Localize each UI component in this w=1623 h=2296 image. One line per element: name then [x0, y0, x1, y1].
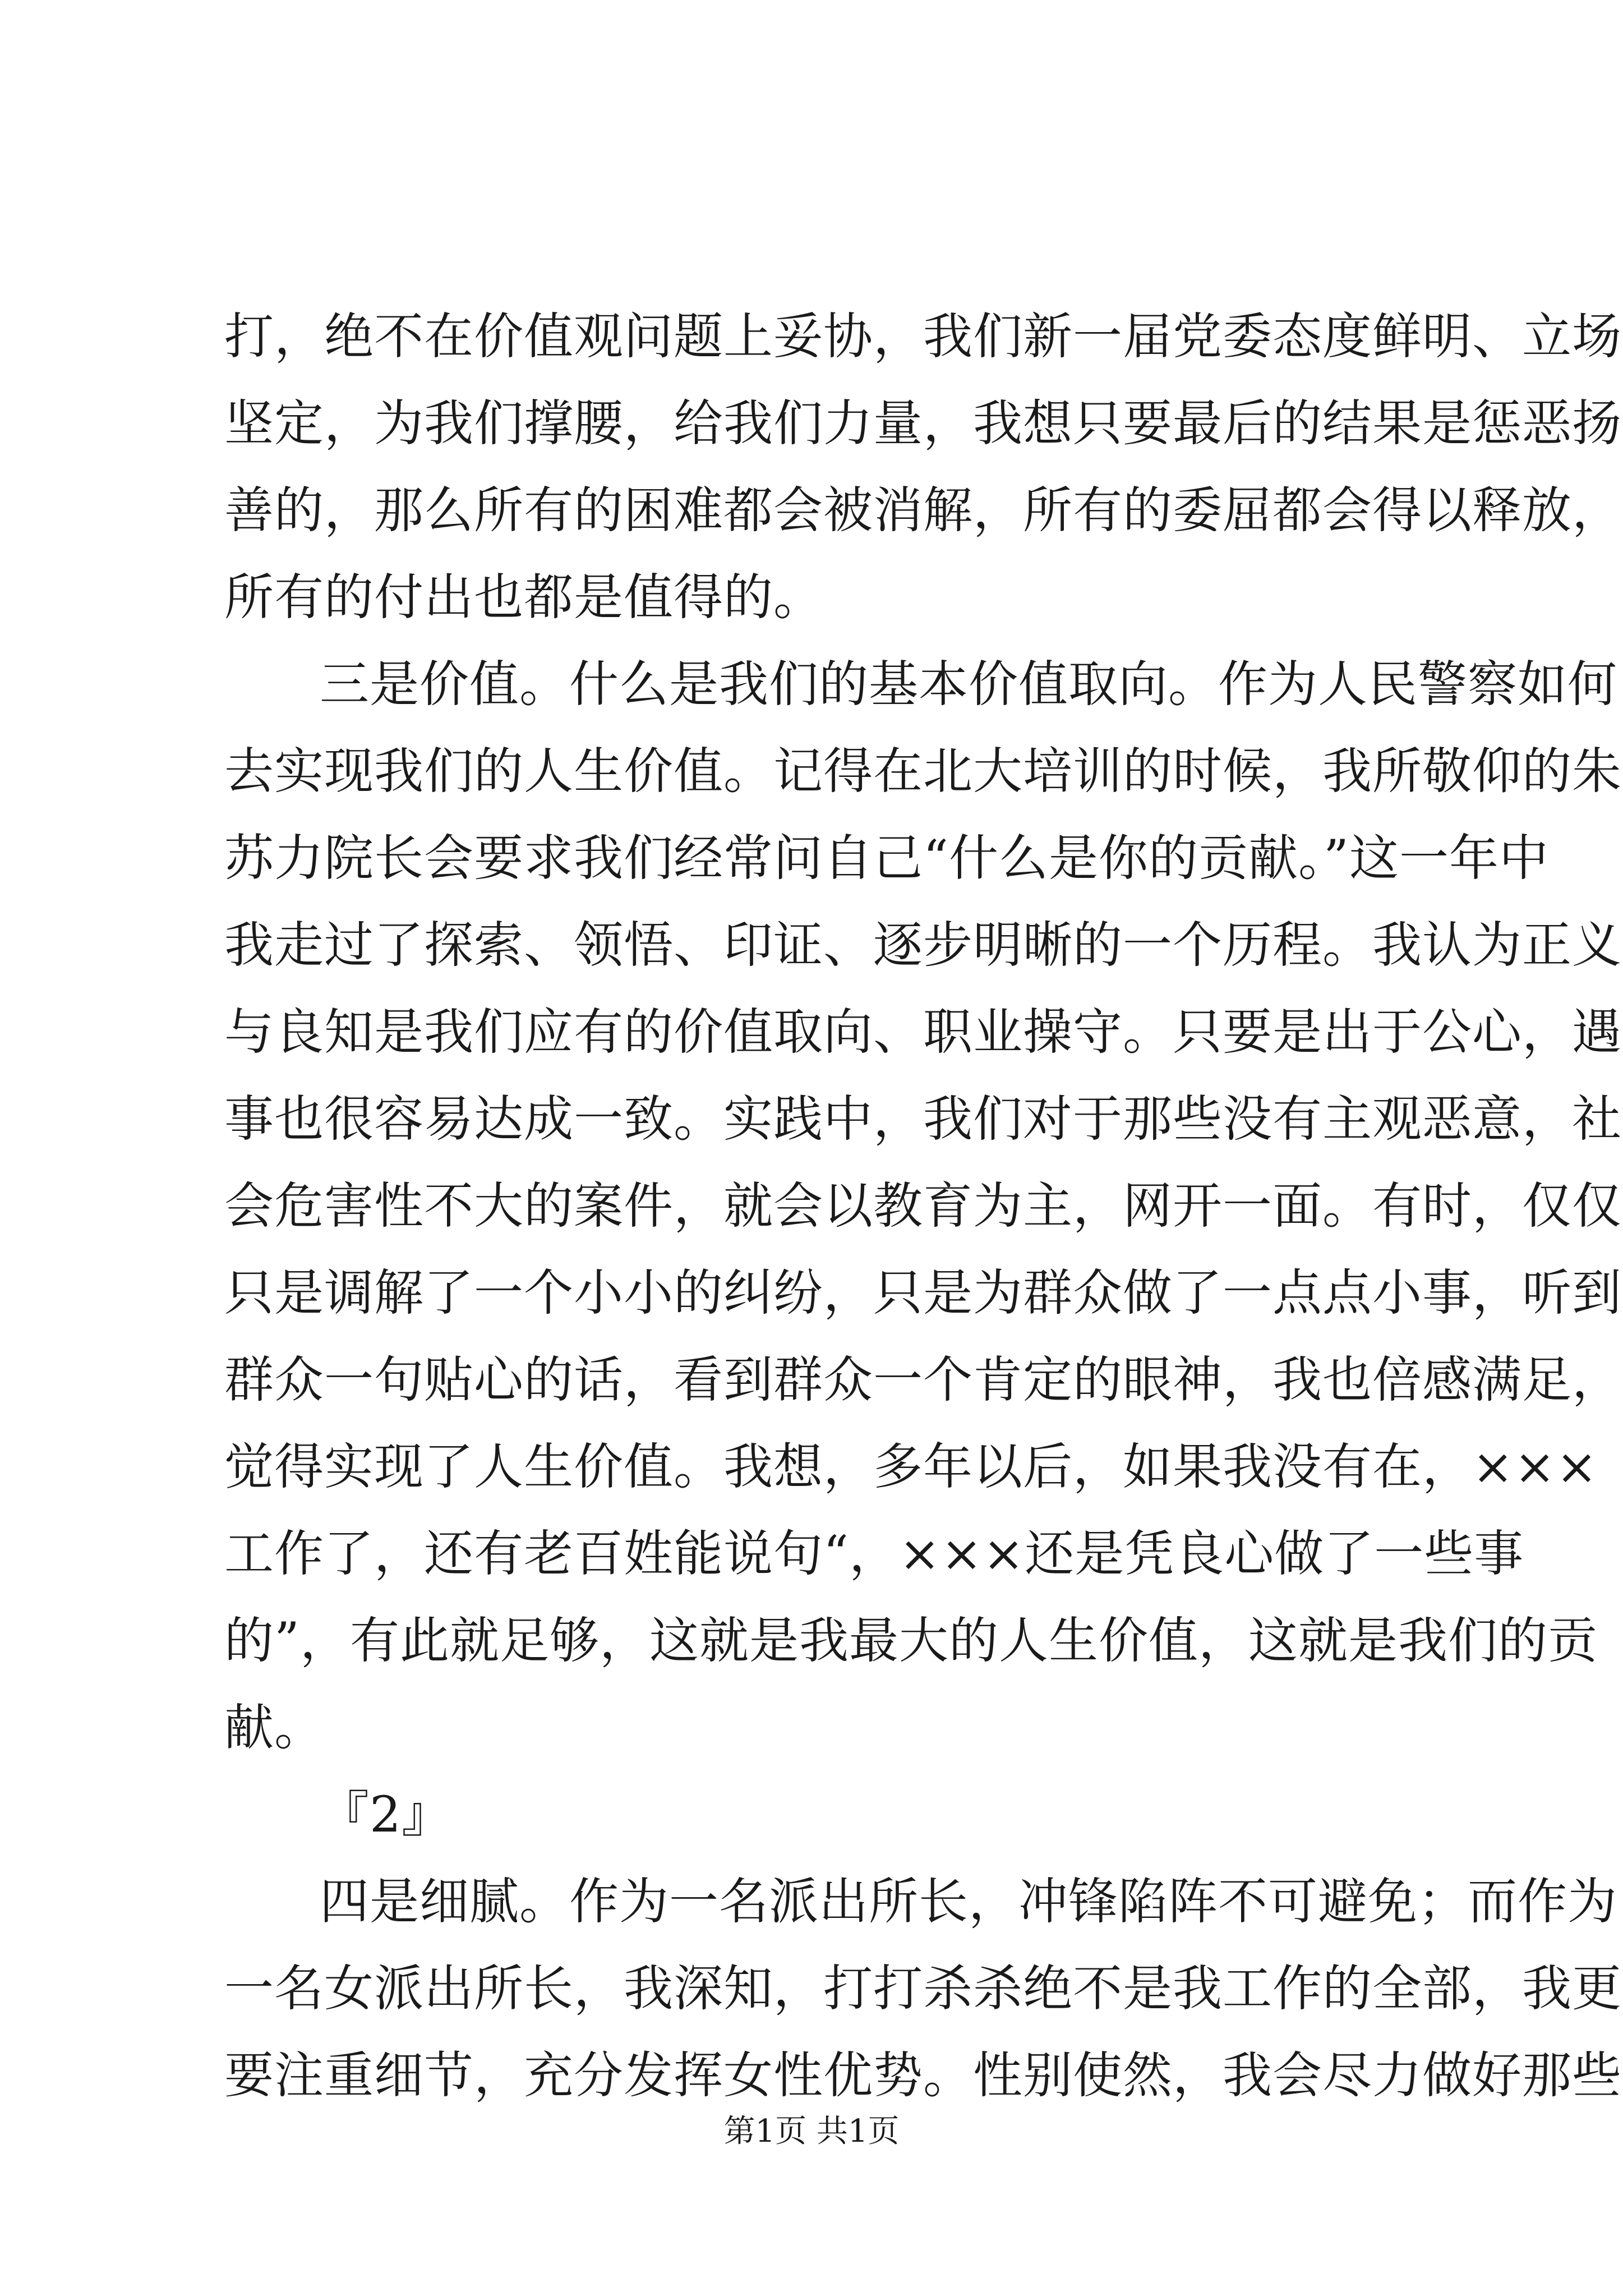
text-line-11: 会危害性不大的案件，就会以教育为主，网开一面。有时，仅仅	[224, 1177, 1622, 1235]
text-line-6: 去实现我们的人生价值。记得在北大培训的时候，我所敬仰的朱	[224, 742, 1622, 800]
text-line-4: 所有的付出也都是值得的。	[224, 568, 824, 626]
text-line-7: 苏力院长会要求我们经常问自己“什么是你的贡献。”这一年中	[224, 829, 1549, 887]
text-line-13: 群众一句贴心的话，看到群众一个肯定的眼神，我也倍感满足，	[224, 1351, 1622, 1409]
text-line-2: 坚定，为我们撑腰，给我们力量，我想只要最后的结果是惩恶扬	[224, 394, 1622, 452]
text-line-3: 善的，那么所有的困难都会被消解，所有的委屈都会得以释放，	[224, 481, 1622, 539]
text-line-8: 我走过了探索、领悟、印证、逐步明晰的一个历程。我认为正义	[224, 916, 1622, 974]
text-line-10: 事也很容易达成一致。实践中，我们对于那些没有主观恶意，社	[224, 1090, 1622, 1148]
paragraph-start-line-detail: 四是细腻。作为一名派出所长，冲锋陷阵不可避免；而作为	[320, 1872, 1618, 1930]
text-line-17: 献。	[224, 1699, 325, 1756]
text-line-16: 的”，有此就足够，这就是我最大的人生价值，这就是我们的贡	[224, 1612, 1598, 1669]
text-line-12: 只是调解了一个小小的纠纷，只是为群众做了一点点小事，听到	[224, 1264, 1622, 1322]
text-line-21: 要注重细节，充分发挥女性优势。性别使然，我会尽力做好那些	[224, 2046, 1622, 2104]
text-line-9: 与良知是我们应有的价值取向、职业操守。只要是出于公心，遇	[224, 1003, 1622, 1061]
text-line-1: 打，绝不在价值观问题上妥协，我们新一届党委态度鲜明、立场	[224, 307, 1622, 365]
page-footer: 第1页 共1页	[723, 2113, 900, 2150]
text-line-20: 一名女派出所长，我深知，打打杀杀绝不是我工作的全部，我更	[224, 1959, 1622, 2017]
text-line-15: 工作了，还有老百姓能说句“，×××还是凭良心做了一些事	[224, 1525, 1524, 1582]
paragraph-start-line-value: 三是价值。什么是我们的基本价值取向。作为人民警察如何	[320, 655, 1618, 713]
text-line-14: 觉得实现了人生价值。我想，多年以后，如果我没有在，×××	[224, 1438, 1598, 1496]
section-marker: 『2』	[320, 1786, 451, 1843]
